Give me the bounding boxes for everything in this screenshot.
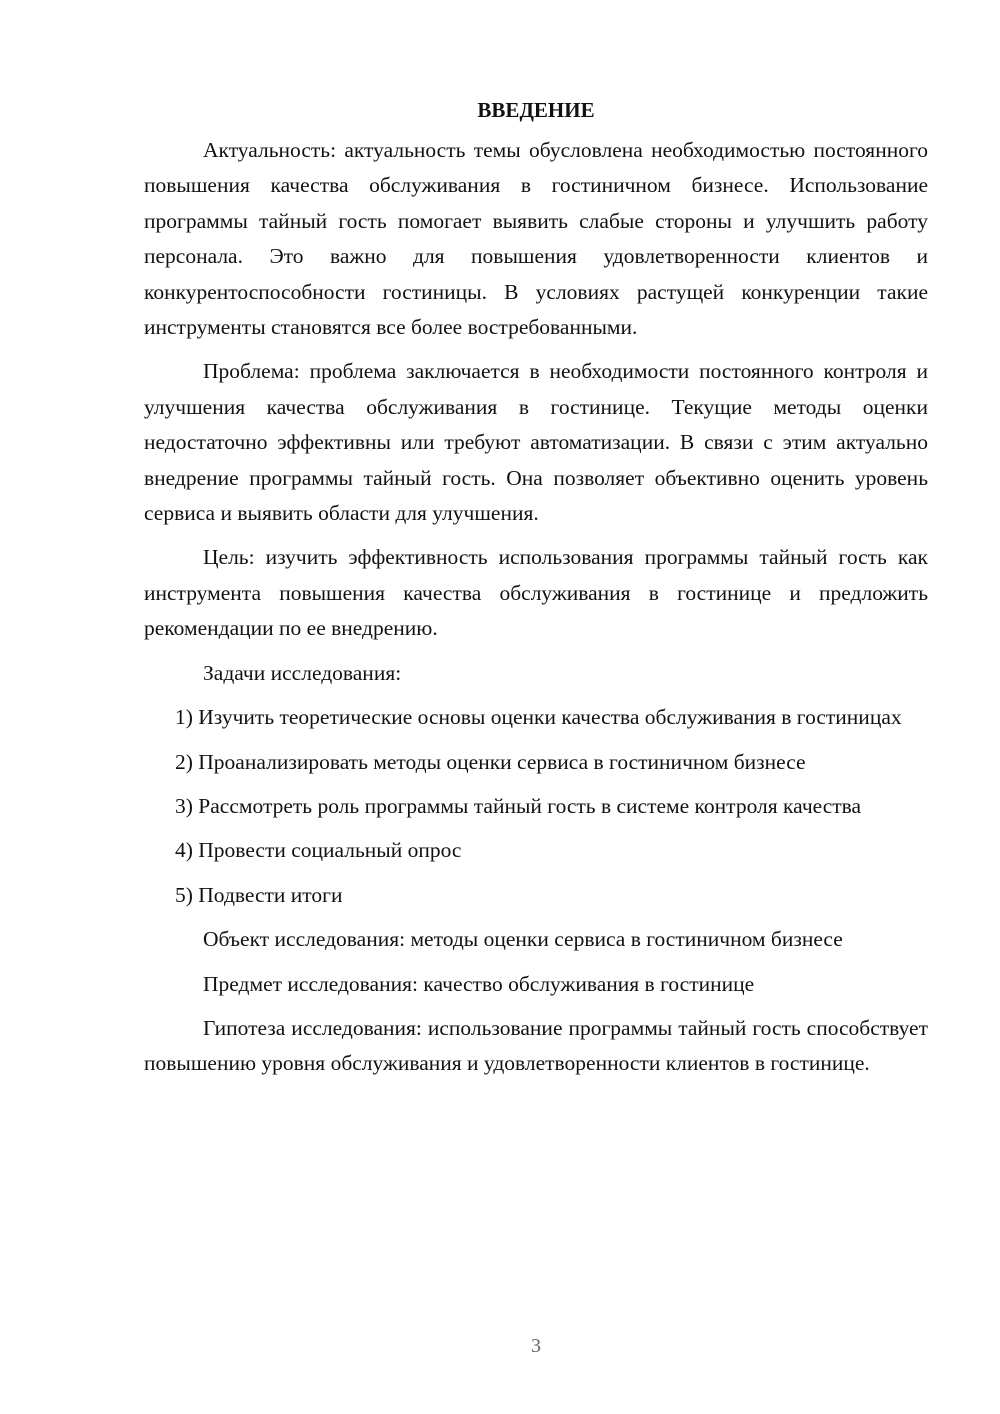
tasks-title: Задачи исследования: bbox=[203, 660, 402, 685]
task-item-5: 5) Подвести итоги bbox=[175, 882, 343, 907]
task-item-1: 1) Изучить теоретические основы оценки качества обслуживания в гостиницах bbox=[175, 705, 902, 730]
task-item-3: 3) Рассмотреть роль программы тайный гость в системе контроля качества bbox=[175, 793, 862, 818]
relevance-paragraph: Актуальность: актуальность темы обусловлена необходимостью постоянного повышения качества обслуживания в гостиничном бизнесе. Использование программы тайный гость помогает выявить слабые стороны и улучшить работу персонала. Это важно для повышения удовлетворенности клиентов и конкурентоспособности гостиницы. В условиях растущей конкуренции такие инструменты становятся все более востребованными. bbox=[144, 138, 928, 340]
page-content bbox=[144, 93, 928, 1091]
page-title: ВВЕДЕНИЕ bbox=[477, 98, 595, 122]
hypothesis-paragraph: Гипотеза исследования: использование программы тайный гость способствует повышению уровня обслуживания и удовлетворенности клиентов в гостинице. bbox=[144, 1015, 928, 1076]
task-item-2: 2) Проанализировать методы оценки сервиса в гостиничном бизнесе bbox=[175, 749, 806, 774]
task-item-4: 4) Провести социальный опрос bbox=[175, 838, 462, 863]
page-number: 3 bbox=[531, 1335, 541, 1357]
object-paragraph: Объект исследования: методы оценки сервиса в гостиничном бизнесе bbox=[203, 927, 843, 952]
subject-paragraph: Предмет исследования: качество обслуживания в гостинице bbox=[203, 971, 755, 996]
problem-paragraph: Проблема: проблема заключается в необходимости постоянного контроля и улучшения качества обслуживания в гостинице. Текущие методы оценки недостаточно эффективны или требуют автоматизации. В связи с этим актуально внедрение программы тайный гость. Она позволяет объективно оценить уровень сервиса и выявить области для улучшения. bbox=[144, 359, 928, 526]
goal-paragraph: Цель: изучить эффективность использования программы тайный гость как инструмента повышения качества обслуживания в гостинице и предложить рекомендации по ее внедрению. bbox=[144, 545, 928, 641]
